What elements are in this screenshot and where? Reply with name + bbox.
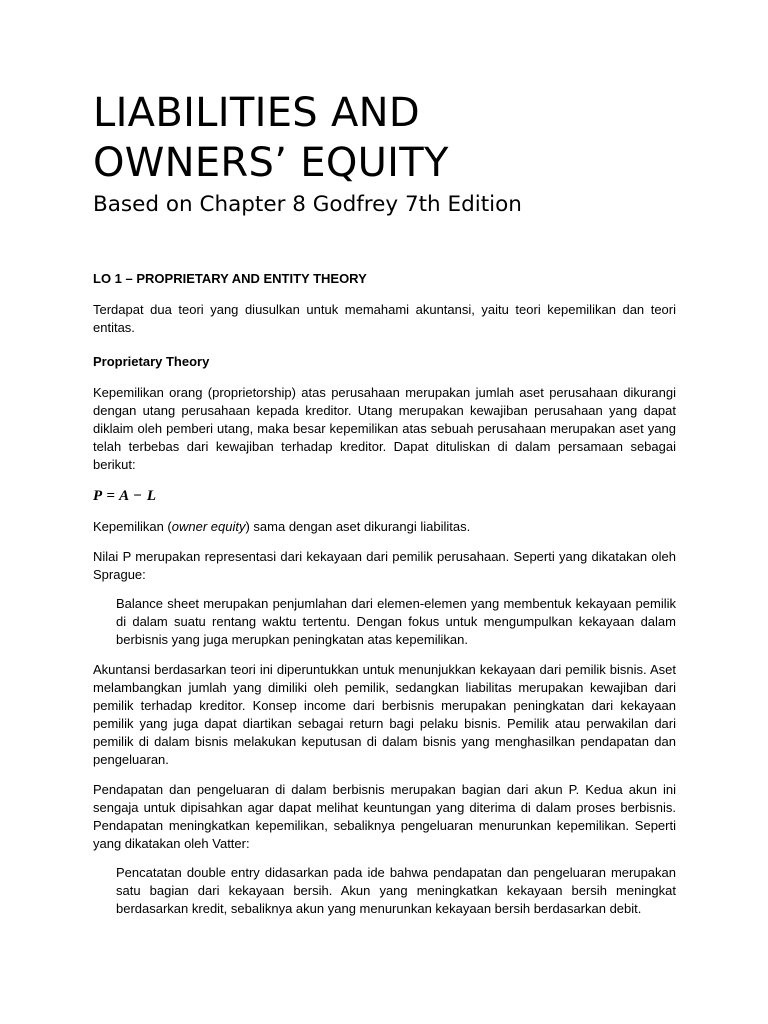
title-line-2: OWNERS’ EQUITY — [93, 140, 449, 186]
paragraph-owner-equity: Kepemilikan (owner equity) sama dengan aset dikurangi liabilitas. — [93, 519, 471, 534]
subsection-heading: Proprietary Theory — [93, 354, 210, 369]
paragraph-accounting-purpose: Akuntansi berdasarkan teori ini diperuntukkan untuk menunjukkan kekayaan dari pemilik bisnis. Aset melambangkan jumlah yang dimiliki oleh pemilik, sedangkan liabilitas merupakan kewajiban dari pemilik terhadap kreditor. Konsep income dari berbisnis merupakan peningkatan dari kekayaan pemilik yang juga dapat diartikan sebagai return bagi pelaku bisnis. Pemilik atau perwakilan dari pemilik di dalam bisnis melakukan keputusan di dalam bisnis yang menghasilkan pendapatan dan pengeluaran. — [93, 662, 676, 767]
formula: P = A − L — [93, 488, 157, 504]
title-line-1: LIABILITIES AND — [93, 90, 420, 136]
paragraph-revenue-expense: Pendapatan dan pengeluaran di dalam berbisnis merupakan bagian dari akun P. Kedua akun ini sengaja untuk dipisahkan agar dapat melihat keuntungan yang diterima di dalam proses berbisnis. Pendapatan meningkatkan kepemilikan, sebaliknya pengeluaran menurunkan kepemilikan. Seperti yang dikatakan oleh Vatter: — [93, 782, 676, 851]
quote-sprague: Balance sheet merupakan penjumlahan dari elemen-elemen yang membentuk kekayaan pemilik di dalam suatu rentang waktu tertentu. Dengan fokus untuk mengumpulkan kekayaan dalam berbisnis yang juga merupkan peningkatan atas kepemilikan. — [116, 596, 676, 647]
document-title — [93, 88, 676, 188]
quote-vatter: Pencatatan double entry didasarkan pada ide bahwa pendapatan dan pengeluaran merupakan satu bagian dari kekayaan bersih. Akun yang meningkatkan kekayaan bersih meningkat berdasarkan kredit, sebaliknya akun yang menurunkan kekayaan bersih berdasarkan debit. — [116, 865, 676, 916]
paragraph-proprietorship: Kepemilikan orang (proprietorship) atas perusahaan merupakan jumlah aset perusahaan dikurangi dengan utang perusahaan kepada kreditor. Utang merupakan kewajiban perusahaan yang dapat diklaim oleh pemberi utang, maka besar kepemilikan atas sebuah perusahaan merupakan aset yang telah terbebas dari kewajiban terhadap kreditor. Dapat dituliskan di dalam persamaan sebagai berikut: — [93, 385, 676, 472]
paragraph-sprague-intro: Nilai P merupakan representasi dari kekayaan dari pemilik perusahaan. Seperti yang dikatakan oleh Sprague: — [93, 549, 676, 582]
section-heading: LO 1 – PROPRIETARY AND ENTITY THEORY — [93, 271, 367, 286]
document-page — [93, 88, 676, 918]
document-subtitle: Based on Chapter 8 Godfrey 7th Edition — [93, 192, 522, 217]
intro-paragraph: Terdapat dua teori yang diusulkan untuk memahami akuntansi, yaitu teori kepemilikan dan teori entitas. — [93, 302, 676, 335]
